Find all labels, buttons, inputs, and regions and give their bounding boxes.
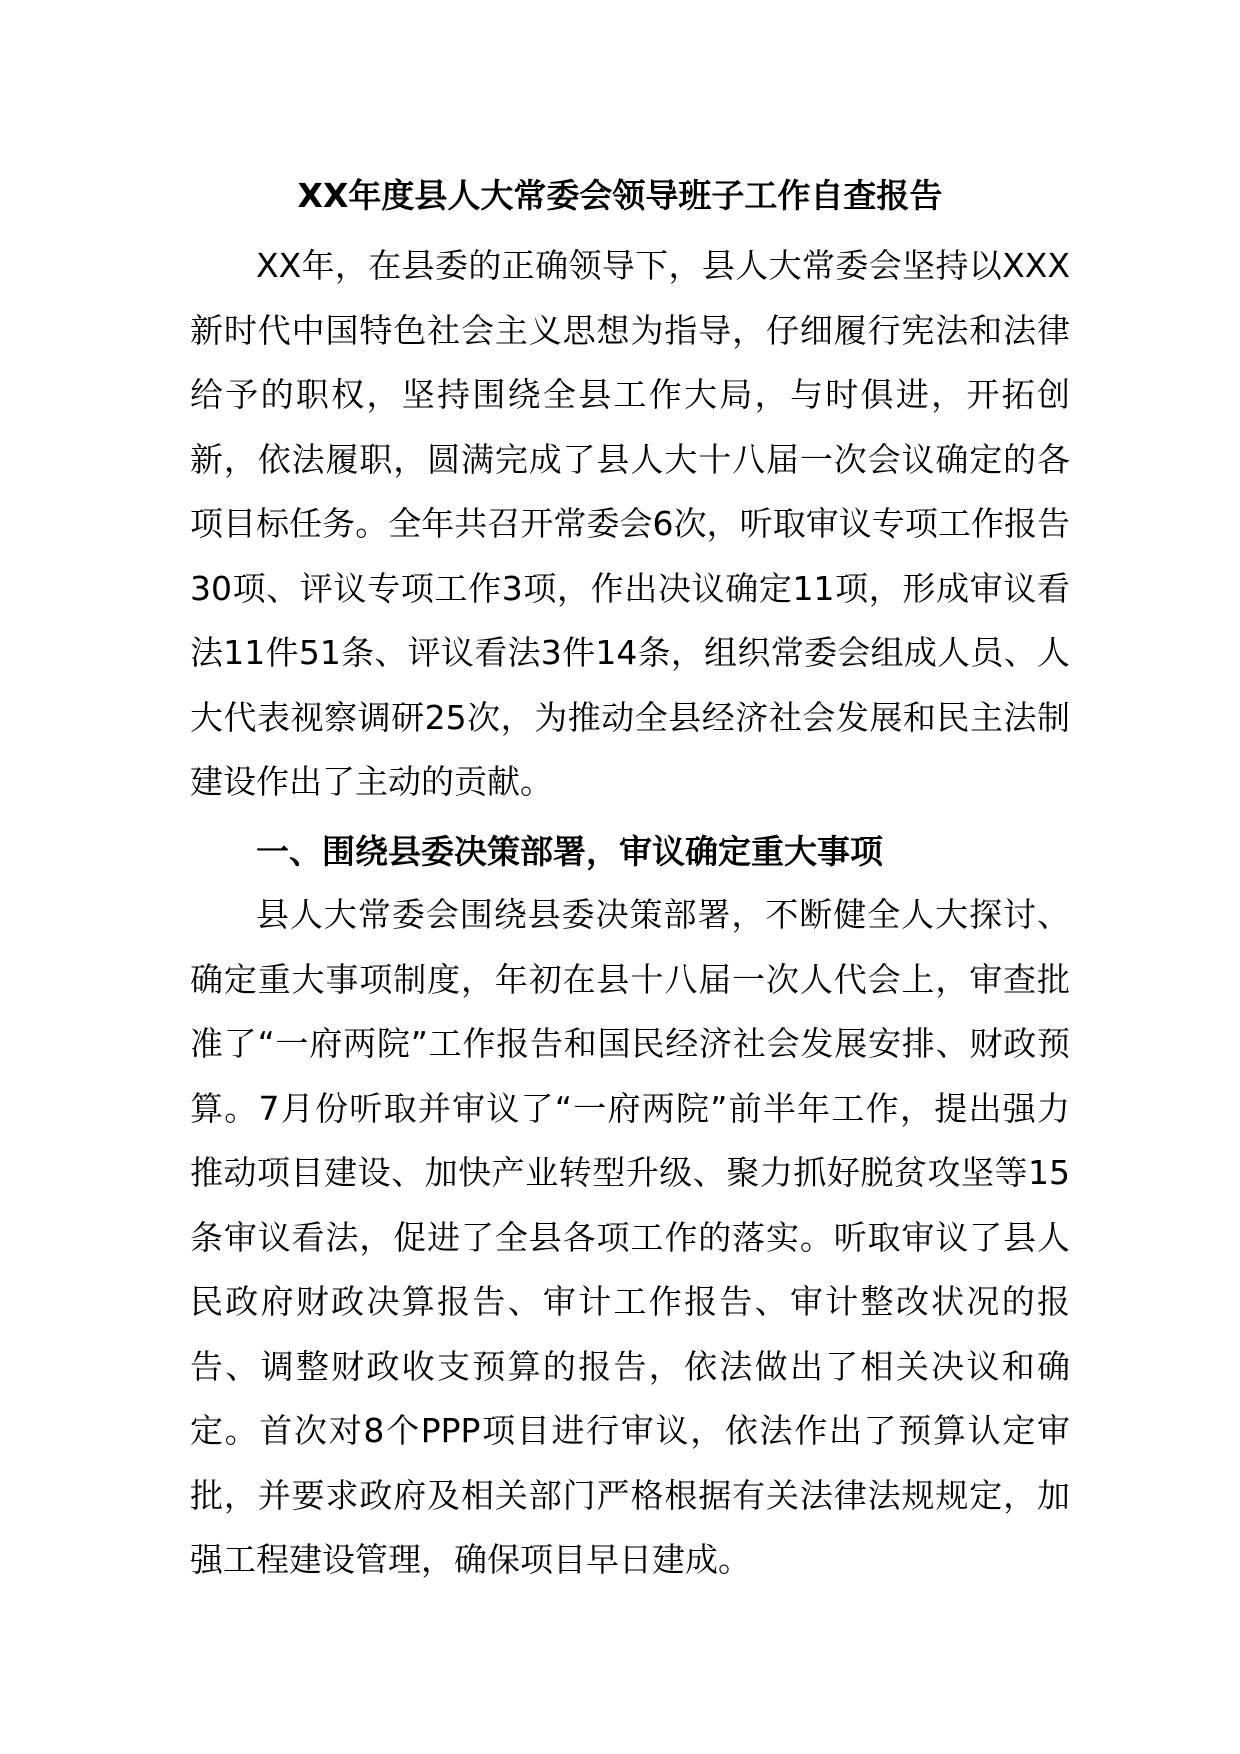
- body-paragraph-intro: XX年，在县委的正确领导下，县人大常委会坚持以XXX新时代中国特色社会主义思想为指导，仔细履行宪法和法律给予的职权，坚持围绕全县工作大局，与时俱进，开拓创新，依法履职，圆满完成了县人大十八届一次会议确定的各项目标任务。全年共召开常委会6次，听取审议专项工作报告30项、评议专项工作3项，作出决议确定11项，形成审议看法11件51条、评议看法3件14条，组织常委会组成人员、人大代表视察调研25次，为推动全县经济社会发展和民主法制建设作出了主动的贡献。: [190, 246, 1070, 801]
- body-paragraph-section-1: 县人大常委会围绕县委决策部署，不断健全人大探讨、确定重大事项制度，年初在县十八届一次人代会上，审查批准了“一府两院”工作报告和国民经济社会发展安排、财政预算。7月份听取并审议了“一府两院”前半年工作，提出强力推动项目建设、加快产业转型升级、聚力抓好脱贫攻坚等15条审议看法，促进了全县各项工作的落实。听取审议了县人民政府财政决算报告、审计工作报告、审计整改状况的报告、调整财政收支预算的报告，依法做出了相关决议和确定。首次对8个PPP项目进行审议，依法作出了预算认定审批，并要求政府及相关部门严格根据有关法律法规规定，加强工程建设管理，确保项目早日建成。: [190, 895, 1070, 1579]
- document-title: XX年度县人大常委会领导班子工作自查报告: [297, 176, 943, 215]
- section-heading: 一、围绕县委决策部署，审议确定重大事项: [256, 832, 883, 871]
